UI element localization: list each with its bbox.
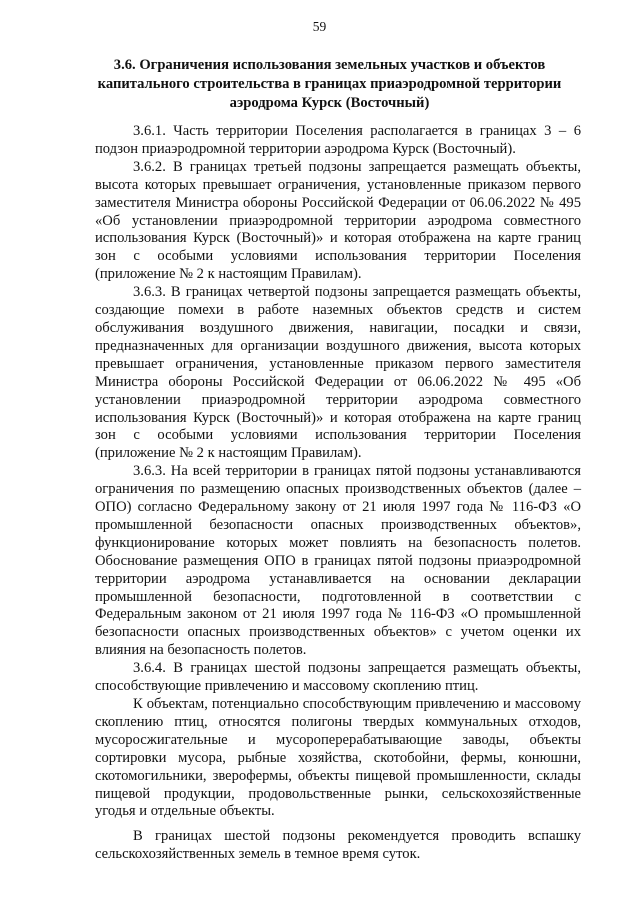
paragraph-3-6-4: 3.6.4. В границах шестой подзоны запрещается размещать объекты, способствующие привлечению и массовому скоплению птиц. — [95, 660, 581, 695]
paragraph-bird-attracting-objects: К объектам, потенциально способствующим привлечению и массовому скоплению птиц, относятся полигоны твердых коммунальных отходов, мусоросжигательные и мусороперерабатывающие заводы, объекты сортировки мусора, рыбные хозяйства, скотобойни, фермы, конюшни, скотомогильники, зверофермы, объекты пищевой промышленности, склады пищевой продукции, продовольственные рынки, сельскохозяйственные угодья и отдельные объекты. — [95, 696, 581, 820]
paragraph-3-6-3-fourth-subzone: 3.6.3. В границах четвертой подзоны запрещается размещать объекты, создающие помехи в работе наземных объектов средств и систем обслуживания воздушного движения, навигации, посадки и связи, предназначенных для организации воздушного движения, высота которых превышает ограничения, установленные приказом первого заместителя Министра обороны Российской Федерации от 06.06.2022 № 495 «Об установлении приаэродромной территории аэродрома совместного использования Курск (Восточный)» и которая отображена на карте границ зон с особыми условиями использования территории Поселения (приложение № 2 к настоящим Правилам). — [95, 284, 581, 462]
page-number: 59 — [312, 19, 327, 34]
document-body — [95, 123, 581, 864]
paragraph-3-6-2: 3.6.2. В границах третьей подзоны запрещается размещать объекты, высота которых превышает ограничения, установленные приказом первого заместителя Министра обороны Российской Федерации от 06.06.2022 № 495 «Об установлении приаэродромной территории аэродрома совместного использования Курск (Восточный)» и которая отображена на карте границ зон с особыми условиями использования территории Поселения (приложение № 2 к настоящим Правилам). — [95, 158, 581, 283]
section-title: 3.6. Ограничения использования земельных участков и объектов капитального строительства в границах приаэродромной территории аэродрома Курск (Восточный) — [97, 57, 562, 111]
paragraph-plowing-recommendation: В границах шестой подзоны рекомендуется проводить вспашку сельскохозяйственных земель в темное время суток. — [95, 828, 581, 863]
paragraph-3-6-3-fifth-subzone: 3.6.3. На всей территории в границах пятой подзоны устанавливаются ограничения по размещению опасных производственных объектов (далее – ОПО) согласно Федеральному закону от 21 июля 1997 года № 116-ФЗ «О промышленной безопасности опасных производственных объектов», функционирование которых может повлиять на безопасность полетов. Обоснование размещения ОПО в границах пятой подзоны приаэродромной территории аэродрома устанавливается на основании декларации промышленной безопасности, подготовленной в соответствии с Федеральным законом от 21 июля 1997 года № 116-ФЗ «О промышленной безопасности опасных производственных объектов» с учетом оценки их влияния на безопасность полетов. — [95, 463, 581, 659]
paragraph-3-6-1: 3.6.1. Часть территории Поселения располагается в границах 3 – 6 подзон приаэродромной территории аэродрома Курск (Восточный). — [95, 123, 581, 157]
